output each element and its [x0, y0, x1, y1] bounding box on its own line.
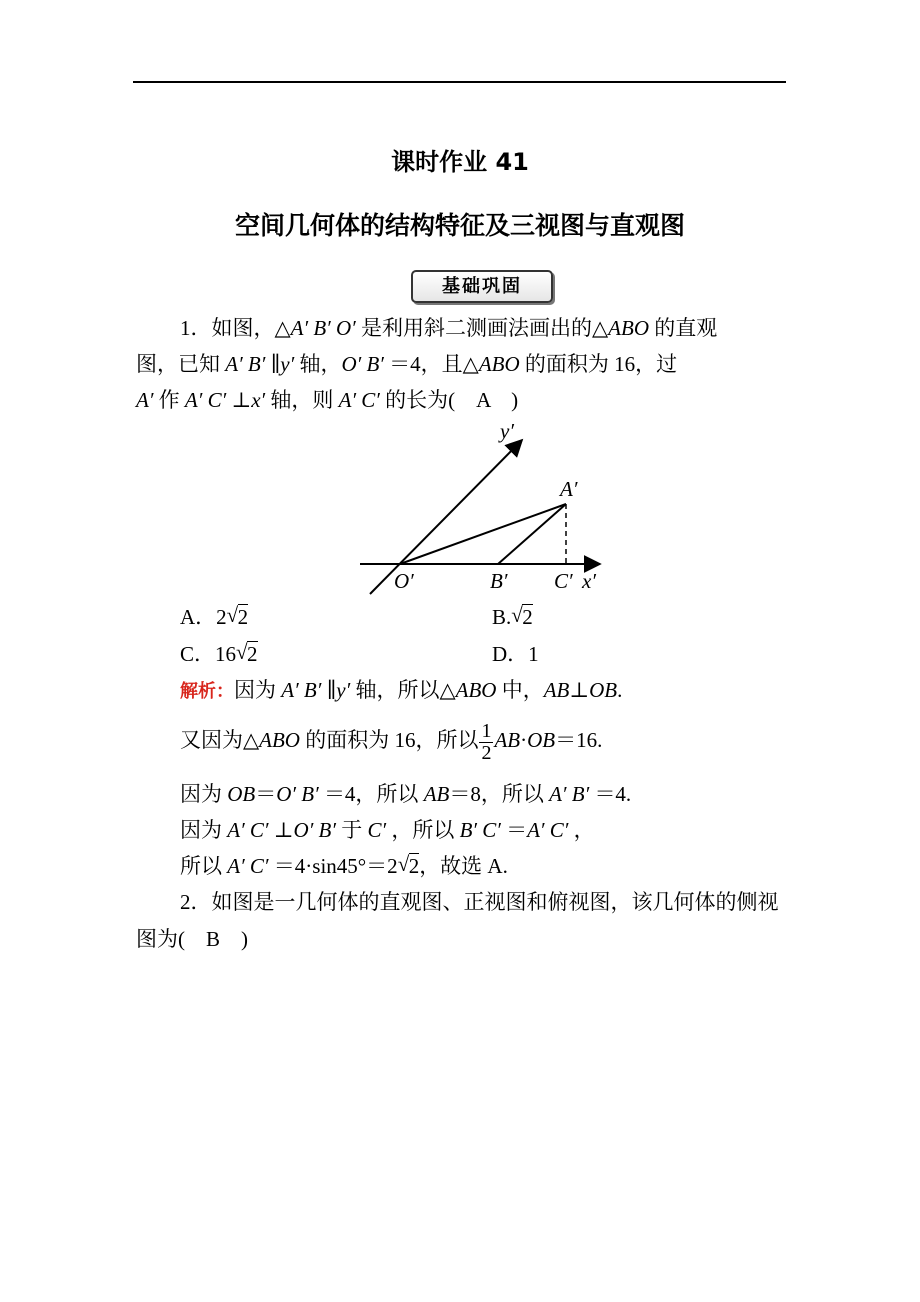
sol-var: A′ C′: [227, 854, 269, 878]
sol-var: ABO: [455, 678, 497, 702]
section-badge: 基础巩固: [411, 270, 553, 303]
q1-text: 作: [153, 388, 185, 412]
sol-var: C′: [367, 818, 387, 842]
sol-text: ⊥: [268, 818, 294, 842]
sol-text: ＝4·sin45°＝2: [268, 854, 398, 878]
sol-text: ＝4.: [589, 782, 632, 806]
q1-line-3: [136, 384, 518, 416]
segment-b-a: [498, 504, 566, 564]
sol-text: 的面积为 16，所以: [299, 728, 479, 752]
q1-var: A′ B′ O′: [290, 316, 356, 340]
point-b-label: B′: [490, 569, 508, 593]
x-axis-label: x′: [582, 569, 596, 593]
solution-line-4: [180, 814, 595, 846]
q2-line-2: 图为( B ): [136, 927, 248, 951]
sol-var: AB: [494, 728, 521, 752]
sol-var: OB: [227, 782, 256, 806]
sol-text: 因为: [180, 782, 228, 806]
sol-var: O′ B′: [293, 818, 336, 842]
q1-option-c: [180, 638, 258, 670]
page-title: 课时作业 41: [391, 148, 529, 176]
sqrt-symbol: √ 2: [398, 850, 420, 882]
sol-var: AB: [423, 782, 450, 806]
oblique-projection-figure: [360, 418, 610, 598]
sol-text: ⊥: [569, 678, 590, 702]
solution-line-5: [180, 850, 508, 882]
y-axis-label: y′: [500, 419, 514, 443]
top-rule: [133, 81, 786, 83]
sol-var: AB: [543, 678, 570, 702]
option-label: B.: [492, 605, 512, 629]
sol-text: ，: [568, 818, 595, 842]
sol-text: ，所以: [386, 818, 460, 842]
sol-var: A′ C′: [527, 818, 569, 842]
q1-var: ABO: [608, 316, 649, 340]
q1-text: 轴，: [294, 352, 342, 376]
solution-line-2: [180, 720, 602, 764]
fraction-one-half: $\frac{1}{2}$: [481, 719, 492, 764]
q1-text: ∥: [265, 352, 281, 376]
q1-line-2: [136, 348, 677, 380]
sol-text: 又因为△: [180, 728, 260, 752]
sol-var: OB: [527, 728, 556, 752]
q1-var: A′ B′: [225, 352, 266, 376]
q1-text: 1．如图，△: [180, 316, 291, 340]
q1-line-1: [180, 312, 717, 344]
q1-var: y′: [280, 352, 295, 376]
sqrt-symbol: √ 2: [227, 601, 249, 633]
sol-text: 因为: [234, 678, 282, 702]
sqrt-symbol: √ 2: [236, 638, 258, 670]
sol-text: 所以: [180, 854, 228, 878]
q1-text: 的直观: [649, 316, 718, 340]
sol-text: ∥: [321, 678, 337, 702]
sol-var: ABO: [259, 728, 300, 752]
point-a-label: A′: [560, 477, 578, 501]
option-label: C．16: [180, 642, 237, 666]
sol-text: 于: [335, 818, 368, 842]
sqrt-symbol: √ 2: [511, 601, 533, 633]
q1-var: O′ B′: [341, 352, 384, 376]
segment-o-a: [400, 504, 566, 564]
q1-text: 是利用斜二测画法画出的△: [355, 316, 609, 340]
sol-var: A′ B′: [281, 678, 322, 702]
sol-text: ，故选 A.: [419, 854, 508, 878]
sol-text: ＝: [500, 818, 528, 842]
q1-var: A′ C′: [184, 388, 227, 412]
solution-line-1: [180, 674, 622, 708]
q1-var: ABO: [478, 352, 520, 376]
q1-option-a: [180, 601, 248, 633]
sol-var: OB: [589, 678, 618, 702]
q1-var: x′: [251, 388, 266, 412]
sol-var: O′ B′: [276, 782, 319, 806]
q1-text: 的面积为 16，过: [519, 352, 678, 376]
sol-var: A′ C′: [227, 818, 269, 842]
sol-var: B′ C′: [459, 818, 501, 842]
sol-text: ·: [520, 728, 528, 752]
q1-text: 图，已知: [136, 352, 226, 376]
sol-text: ＝8，所以: [449, 782, 550, 806]
solution-line-3: [180, 778, 631, 810]
sol-text: ＝4，所以: [318, 782, 424, 806]
sol-text: .: [617, 678, 623, 702]
point-o-label: O′: [394, 569, 414, 593]
sol-text: ＝: [255, 782, 277, 806]
option-label: A．2: [180, 605, 227, 629]
q2-line-1: 2．如图是一几何体的直观图、正视图和俯视图，该几何体的侧视: [180, 890, 779, 914]
q1-option-d: D．1: [492, 642, 539, 666]
page-subtitle: 空间几何体的结构特征及三视图与直观图: [234, 211, 685, 240]
q1-text: 轴，则: [265, 388, 339, 412]
sol-text: ＝16.: [555, 728, 603, 752]
sol-text: 因为: [180, 818, 228, 842]
sol-text: 中，: [496, 678, 544, 702]
q1-text: ＝4，且△: [383, 352, 479, 376]
q1-option-b: [492, 601, 533, 633]
q1-var: A′ C′: [338, 388, 380, 412]
q1-text: ⊥: [226, 388, 252, 412]
point-c-label: C′: [554, 569, 573, 593]
q1-text: 的长为( A ): [379, 388, 519, 412]
sol-var: A′ B′: [549, 782, 590, 806]
q1-var: A′: [136, 388, 154, 412]
sol-text: 轴，所以△: [350, 678, 456, 702]
solution-tag: 解析：: [180, 681, 234, 702]
sol-var: y′: [336, 678, 351, 702]
